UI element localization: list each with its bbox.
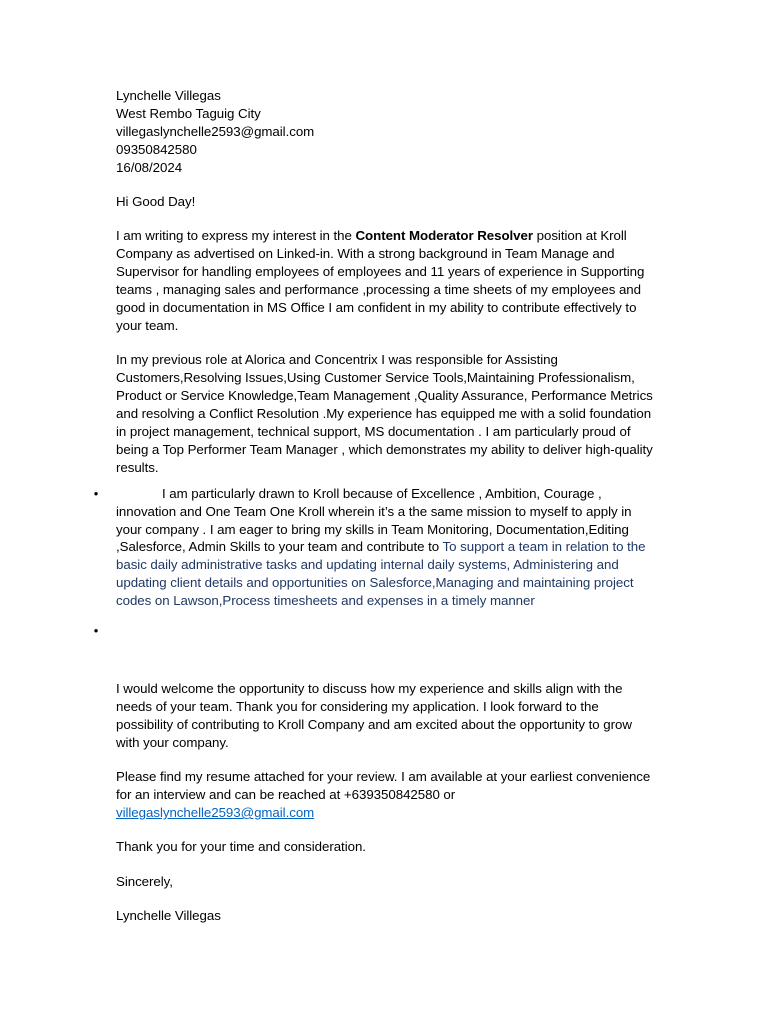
sender-address: West Rembo Taguig City xyxy=(116,105,261,121)
experience-paragraph xyxy=(116,351,656,476)
list-item xyxy=(93,485,656,610)
bullet-dot-icon: • xyxy=(93,623,99,639)
intro-paragraph xyxy=(116,227,656,334)
sign-off xyxy=(116,873,656,891)
intro-text-after: position at Kroll Company as advertised on Linked-in. With a strong background in Team Manage and Supervisor for handling employees of employees and 11 years of experience in Supporting teams , managing sales and performance ,processing a time sheets of my employees and good in documentation in MS Office I am confident in my ability to contribute effectively to your team. xyxy=(116,228,645,333)
list-item xyxy=(93,610,656,664)
intro-text-before: I am writing to express my interest in the xyxy=(116,228,356,244)
signature-name: Lynchelle Villegas xyxy=(116,908,221,924)
experience-text: In my previous role at Alorica and Concentrix I was responsible for Assisting Customers,Resolving Issues,Using Customer Service Tools,Maintaining Professionalism, Product or Service Knowledge,Team Management ,Quality Assurance, Performance Metrics and resolving a Conflict Resolution .My experience has equipped me with a solid foundation in project management, technical support, MS documentation . I am particularly proud of being a Top Performer Team Manager , which demonstrates my ability to deliver high-quality results. xyxy=(116,352,653,475)
sign-off-text: Sincerely, xyxy=(116,873,173,889)
contact-paragraph xyxy=(116,768,656,822)
letter-date: 16/08/2024 xyxy=(116,159,183,175)
sender-phone: 09350842580 xyxy=(116,141,197,157)
contact-text: Please find my resume attached for your review. I am available at your earliest convenience for an interview and can be reached at +639350842580 or xyxy=(116,769,651,803)
closing-text: I would welcome the opportunity to discuss how my experience and skills align with the needs of your team. Thank you for considering my application. I look forward to the possibility of contributing to Kroll Company and am excited about the opportunity to grow with your company. xyxy=(116,681,632,750)
email-link[interactable]: villegaslynchelle2593@gmail.com xyxy=(116,805,315,820)
cover-letter xyxy=(93,87,656,942)
greeting-text: Hi Good Day! xyxy=(116,194,196,210)
position-title: Content Moderator Resolver xyxy=(355,228,533,244)
closing-paragraph xyxy=(116,680,656,752)
thanks-text: Thank you for your time and consideration. xyxy=(116,839,366,855)
signature xyxy=(116,907,656,925)
sender-name: Lynchelle Villegas xyxy=(116,88,221,103)
responsibilities-text: To support a team in relation to the basic daily administrative tasks and updating internal daily systems, Administering and updating client details and opportunities on Salesforce,Managing and maintaining project codes on Lawson,Process timesheets and expenses in a timely manner xyxy=(116,539,646,609)
bullet-list xyxy=(93,485,656,664)
sender-email: villegaslynchelle2593@gmail.com xyxy=(116,123,315,139)
thanks-paragraph xyxy=(116,838,656,856)
greeting xyxy=(116,193,656,211)
bullet-dot-icon: • xyxy=(93,485,99,501)
sender-block xyxy=(116,87,656,177)
motivation-text: I am particularly drawn to Kroll because of Excellence , Ambition, Courage , innovation and One Team One Kroll wherein it’s a the same mission to myself to apply in your company . I am eager to bring my skills in Team Monitoring, Documentation,Editing ,Salesforce, Admin Skills to your team and contribute to xyxy=(116,485,632,555)
